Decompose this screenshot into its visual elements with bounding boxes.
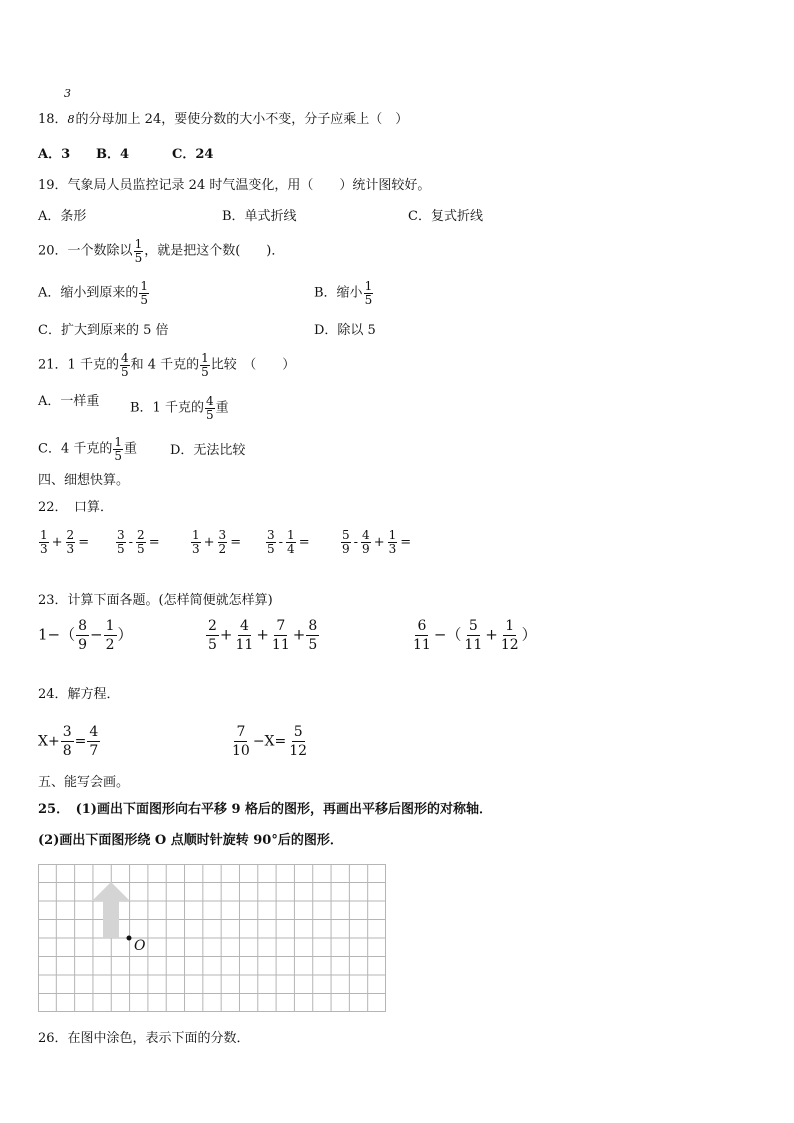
q20-option-b-fraction — [364, 280, 374, 306]
q18-option-a: A．3 — [38, 147, 71, 162]
q22-item-3 — [190, 529, 243, 555]
q19-option-b: B．单式折线 — [222, 209, 297, 224]
q23-expr-1: 1−（ $\frac{8}{9}$ − $\frac{1}{2}$ ） — [38, 618, 133, 654]
fraction — [136, 529, 146, 555]
fraction — [306, 618, 319, 653]
frac-d: 9 — [342, 541, 350, 556]
q19-option-a: A．条形 — [38, 209, 87, 224]
frac-d: 9 — [362, 541, 370, 556]
frac-n: 4 — [362, 528, 370, 542]
frac-n: 2 — [66, 528, 75, 542]
q21-line — [38, 352, 295, 378]
q21-a: 1 千克的 — [67, 357, 119, 373]
frac-d: 9 — [78, 637, 88, 654]
q21-fraction-1 — [120, 352, 130, 378]
q22-title: 22． 口算． — [38, 500, 114, 515]
q21-b-frac-d: 5 — [205, 407, 214, 422]
q19-line — [38, 179, 430, 192]
q20-b-frac-d: 5 — [364, 292, 373, 307]
frac-d: 5 — [308, 637, 318, 654]
q21-post: 比较 （ ） — [210, 357, 296, 373]
frac-n: 7 — [234, 724, 247, 742]
fraction — [230, 724, 252, 759]
grid-lines — [38, 864, 386, 1012]
fraction — [411, 618, 433, 653]
q20-line — [38, 238, 284, 264]
fraction — [87, 724, 100, 759]
q18-line — [38, 113, 408, 126]
q21-number: 21． — [38, 357, 68, 373]
fraction — [388, 529, 398, 555]
q18-number: 18． — [38, 112, 68, 127]
q23-expr-2: $\frac{2}{5}$ + $\frac{4}{11}$ + $\frac{7}{11}$ + $\frac{8}{5}$ — [208, 618, 318, 654]
fraction — [206, 618, 219, 653]
frac-n: 3 — [218, 528, 227, 542]
q20-post: ，就是把这个数( )． — [144, 243, 285, 259]
equals-sign: = — [148, 534, 160, 550]
fraction — [66, 529, 76, 555]
equals-sign: = — [298, 534, 310, 550]
q20-option-b — [314, 280, 374, 306]
frac-d: 12 — [289, 743, 308, 760]
frac-n: 5 — [292, 724, 305, 742]
frac-d: 7 — [89, 743, 99, 760]
fraction — [39, 529, 49, 555]
fraction — [266, 529, 276, 555]
q21-f1-d: 5 — [120, 364, 129, 379]
q19-option-c: C．复式折线 — [408, 209, 483, 224]
fraction — [462, 618, 484, 653]
q20-frac-d: 5 — [134, 250, 143, 265]
frac-n: 5 — [467, 618, 480, 636]
q21-option-b-fraction — [205, 395, 215, 421]
q22-item-5 — [340, 529, 413, 555]
q20-a-frac-d: 5 — [140, 292, 149, 307]
arrow-shape — [92, 882, 130, 938]
q20-a-frac-n: 1 — [140, 279, 149, 293]
fraction — [104, 618, 117, 653]
frac-d: 3 — [40, 541, 48, 556]
q18-frac-numerator: 3 — [64, 87, 71, 100]
frac-d: 5 — [137, 541, 145, 556]
q21-c-frac-n: 1 — [114, 435, 122, 449]
frac-d: 11 — [271, 637, 290, 654]
q21-option-a: A．一样重 — [38, 394, 100, 409]
q21-f2-n: 1 — [201, 351, 209, 365]
q20-fraction — [134, 238, 144, 264]
fraction — [218, 529, 228, 555]
frac-n: 4 — [87, 724, 100, 742]
q21-option-c-fraction — [113, 436, 123, 462]
frac-d: 10 — [232, 743, 250, 760]
q21-mid: 和 4 千克的 — [130, 357, 200, 373]
frac-n: 8 — [306, 618, 319, 636]
q20-option-a — [38, 280, 150, 306]
q21-option-c-text: C．4 千克的 — [38, 441, 113, 457]
frac-d: 8 — [62, 743, 72, 760]
frac-d: 5 — [267, 541, 275, 556]
q21-option-c-post: 重 — [124, 441, 138, 457]
fraction — [361, 529, 371, 555]
q18-frac-denominator: 8 — [67, 113, 75, 126]
frac-n: 2 — [206, 618, 219, 636]
equals-sign: = — [78, 534, 90, 550]
fraction — [76, 618, 89, 653]
q24-equation-2: $\frac{7}{10}$ −X= $\frac{5}{12}$ — [232, 724, 308, 760]
q20-number: 20． — [38, 243, 68, 259]
frac-n: 8 — [76, 618, 89, 636]
q21-f1-n: 4 — [120, 351, 129, 365]
q20-pre: 一个数除以 — [67, 243, 133, 259]
q25-line-2: (2)画出下面图形绕 O 点顺时针旋转 90°后的图形． — [38, 833, 343, 848]
q23-title: 23．计算下面各题。(怎样简便就怎样算) — [38, 593, 273, 608]
rotation-point-o — [127, 936, 132, 941]
q18-text: 的分母加上 24，要使分数的大小不变，分子应乘上（ ） — [75, 112, 409, 127]
q20-option-d: D．除以 5 — [314, 323, 376, 338]
frac-n: 5 — [342, 528, 350, 542]
equals-sign: = — [230, 534, 242, 550]
frac-n: 7 — [274, 618, 287, 636]
q22-item-2 — [115, 529, 162, 555]
q26-title: 26．在图中涂色，表示下面的分数． — [38, 1031, 250, 1046]
fraction — [234, 618, 256, 653]
frac-n: 1 — [192, 528, 200, 542]
operator: + — [203, 534, 215, 550]
q21-option-b-post: 重 — [215, 400, 229, 416]
q20-option-b-text: B．缩小 — [314, 285, 363, 301]
frac-n: 1 — [287, 528, 295, 542]
fraction — [287, 724, 309, 759]
frac-d: 11 — [235, 637, 254, 654]
q21-option-d: D．无法比较 — [170, 443, 246, 458]
q21-option-b — [130, 395, 229, 421]
q20-frac-n: 1 — [134, 237, 143, 251]
q21-option-b-text: B．1 千克的 — [130, 400, 204, 416]
fraction — [499, 618, 521, 653]
q22-item-4 — [265, 529, 312, 555]
frac-n: 1 — [503, 618, 516, 636]
frac-d: 4 — [287, 541, 295, 556]
q25-line-1: 25． (1)画出下面图形向右平移 9 格后的图形，再画出平移后图形的对称轴． — [38, 802, 493, 817]
operator: + — [373, 534, 385, 550]
q19-text: 气象局人员监控记录 24 时气温变化，用（ ）统计图较好。 — [67, 178, 431, 193]
frac-n: 1 — [388, 528, 397, 542]
frac-n: 4 — [238, 618, 251, 636]
frac-n: 3 — [117, 528, 125, 542]
q25-grid-figure — [38, 864, 386, 1012]
point-label-o: O — [134, 938, 146, 954]
frac-d: 12 — [500, 637, 519, 654]
operator: + — [51, 534, 63, 550]
operator: - — [128, 534, 134, 550]
q20-option-a-fraction — [139, 280, 149, 306]
fraction — [191, 529, 201, 555]
fraction — [270, 618, 292, 653]
q24-equation-1: X+ $\frac{3}{8}$ = $\frac{4}{7}$ — [38, 724, 99, 760]
q20-b-frac-n: 1 — [364, 279, 373, 293]
frac-n: 1 — [40, 528, 48, 542]
frac-d: 3 — [66, 541, 75, 556]
frac-d: 5 — [208, 637, 217, 654]
section-4-heading: 四、细想快算。 — [38, 473, 130, 488]
frac-n: 3 — [267, 528, 275, 542]
q18-option-c: C．24 — [172, 147, 214, 162]
frac-d: 2 — [105, 637, 115, 654]
q22-item-1 — [38, 529, 91, 555]
q18-option-b: B．4 — [96, 147, 130, 162]
fraction — [286, 529, 296, 555]
frac-d: 5 — [117, 541, 125, 556]
q21-fraction-2 — [200, 352, 210, 378]
frac-n: 6 — [415, 618, 428, 636]
frac-d: 11 — [464, 637, 483, 654]
frac-d: 11 — [413, 637, 431, 654]
fraction — [341, 529, 351, 555]
q21-c-frac-d: 5 — [114, 448, 122, 463]
operator: - — [278, 534, 284, 550]
fraction — [61, 724, 74, 759]
fraction — [116, 529, 126, 555]
frac-d: 2 — [218, 541, 227, 556]
q19-number: 19． — [38, 178, 68, 193]
equals-sign: = — [400, 534, 412, 550]
q21-option-c — [38, 436, 137, 462]
frac-d: 3 — [192, 541, 200, 556]
q24-title: 24．解方程． — [38, 687, 120, 702]
q23-expr-3: $\frac{6}{11}$ −（ $\frac{5}{11}$ + $\frac{1}{12}$ ） — [413, 618, 537, 654]
operator: - — [353, 534, 359, 550]
frac-n: 1 — [104, 618, 117, 636]
frac-d: 3 — [388, 541, 397, 556]
frac-n: 2 — [137, 528, 145, 542]
q21-f2-d: 5 — [201, 364, 209, 379]
section-5-heading: 五、能写会画。 — [38, 775, 130, 790]
q21-b-frac-n: 4 — [205, 394, 214, 408]
frac-n: 3 — [61, 724, 74, 742]
q20-option-c: C．扩大到原来的 5 倍 — [38, 323, 169, 338]
q20-option-a-text: A．缩小到原来的 — [38, 285, 139, 301]
